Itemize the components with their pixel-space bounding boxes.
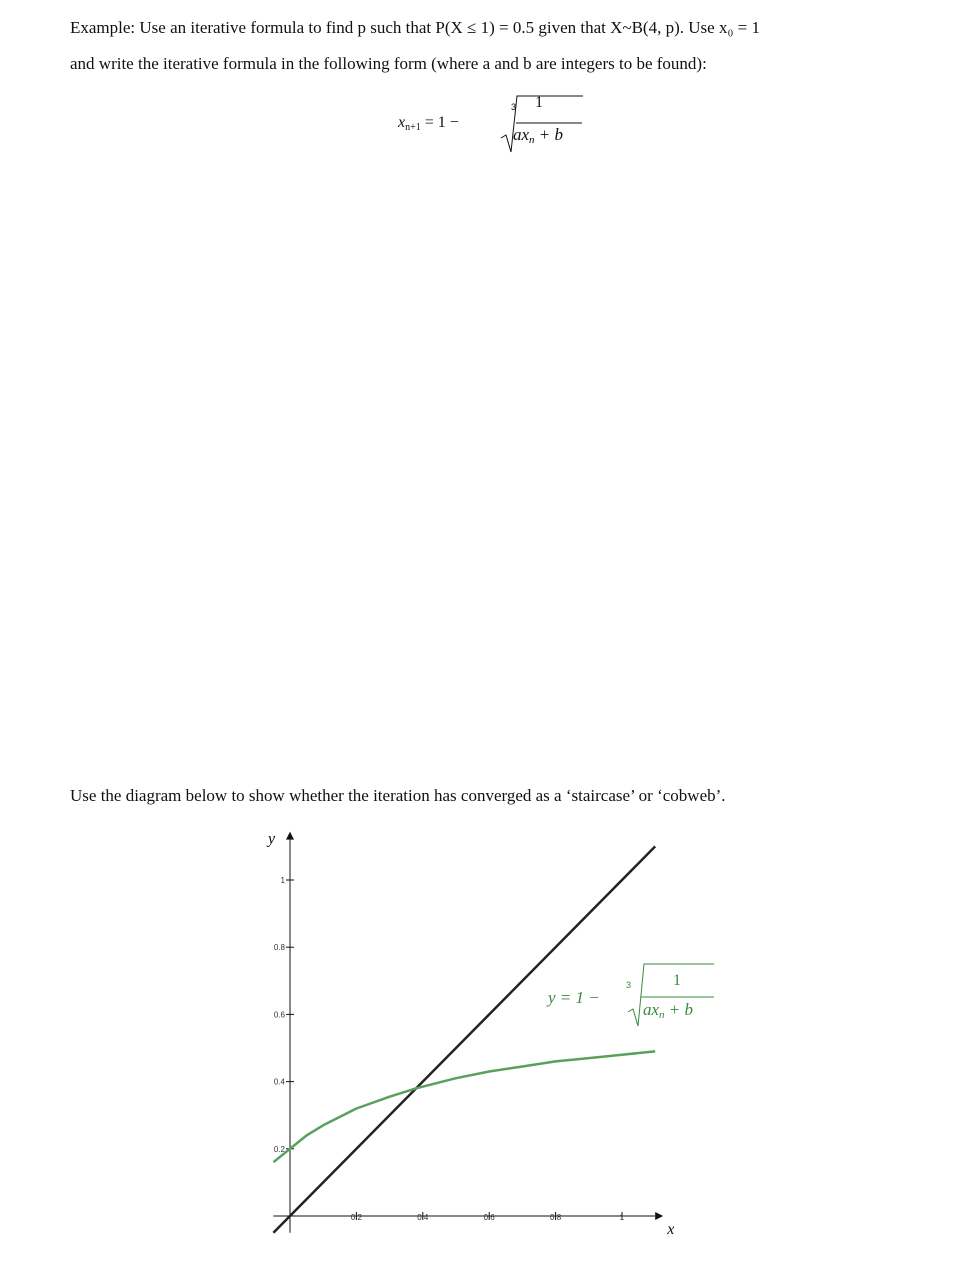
line-y-equals-x: [273, 846, 655, 1232]
curve-label: [548, 970, 728, 1030]
curve-label-numerator: 1: [673, 972, 681, 989]
formula-root-index: 3: [511, 102, 517, 112]
formula-numerator: 1: [535, 94, 543, 111]
x-axis-label: x: [667, 1221, 675, 1238]
curve-label-radical: [548, 970, 728, 1030]
chart-ticks: [274, 876, 625, 1222]
formula-den-ax: ax: [513, 125, 530, 144]
y-tick-label: 0.8: [273, 943, 285, 953]
formula-den-sub: n: [529, 134, 535, 146]
curve-label-den-ax: ax: [643, 1000, 660, 1019]
x-tick-label: 0.2: [350, 1213, 362, 1222]
question-line-3: Use the diagram below to show whether the iteration has converged as a ‘staircase’ or ‘cobweb’.: [70, 786, 726, 805]
y-tick-label: 0.4: [273, 1077, 285, 1087]
curve-label-den-sub: n: [659, 1009, 665, 1021]
question-line-2: and write the iterative formula in the following form (where a and b are integers to be found):: [70, 54, 707, 73]
iteration-curve: [273, 1051, 655, 1162]
y-tick-label: 0.6: [273, 1010, 285, 1020]
curve-label-y: y = 1 −: [548, 988, 600, 1007]
curve-label-den-rest: + b: [664, 1000, 694, 1019]
iterative-formula: [398, 92, 588, 154]
curve-label-root-index: 3: [626, 980, 632, 990]
y-tick-label: 0.2: [273, 1144, 285, 1154]
curve-label-denominator: [643, 1000, 693, 1021]
x-axis-arrow: [655, 1212, 663, 1220]
cobweb-diagram: [0, 830, 974, 1260]
formula-lhs-sub: n+1: [405, 122, 421, 133]
x-tick-label: 1: [619, 1213, 625, 1222]
y-axis-arrow: [286, 832, 294, 840]
formula-den-rest: + b: [534, 125, 564, 144]
formula-lhs-var: x: [398, 114, 406, 131]
question-line-1: Example: Use an iterative formula to find p such that P(X ≤ 1) = 0.5 given that X~B(4, p). Use x₀ = 1: [70, 18, 760, 37]
x-tick-label: 0.6: [483, 1213, 495, 1222]
chart-lines: [273, 846, 655, 1232]
y-axis-label: y: [268, 830, 276, 848]
formula-equals: = 1 −: [424, 114, 459, 131]
formula-denominator: [513, 125, 563, 146]
x-tick-label: 0.4: [417, 1213, 429, 1222]
x-tick-label: 0.8: [550, 1213, 562, 1222]
y-tick-label: 1: [280, 876, 285, 885]
